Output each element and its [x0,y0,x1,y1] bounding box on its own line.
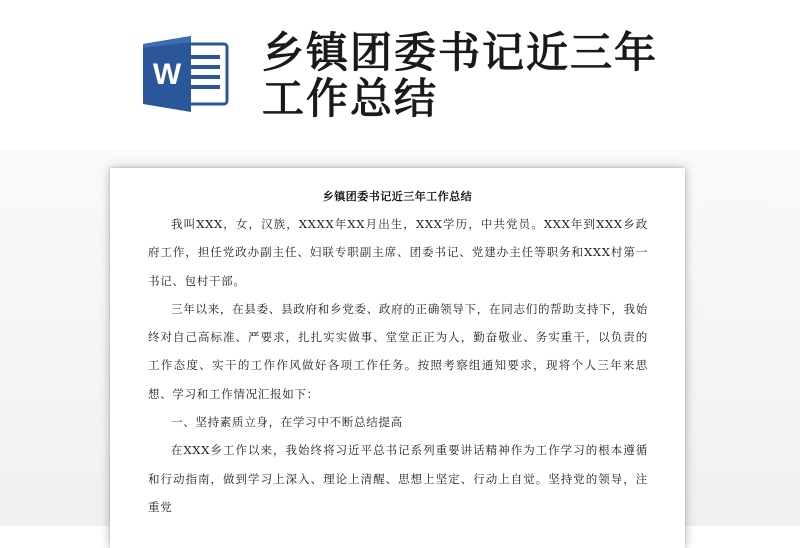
document-title: 乡镇团委书记近三年工作总结 [322,190,473,203]
word-icon-letter: W [152,58,182,91]
banner-title-line-1: 乡镇团委书记近三年 [262,28,659,77]
banner-title [262,30,692,122]
paragraph: 在XXX乡工作以来，我始终将习近平总书记系列重要讲话精神作为工作学习的根本遵循和行动指南，做到学习上深入、理论上清醒、思想上坚定、行动上自觉。坚持党的领导，注重党 [148,443,648,514]
document-page [110,168,685,548]
section-heading: 一、坚持素质立身，在学习中不断总结提高 [171,415,403,430]
banner [0,0,800,150]
document-body [148,210,648,521]
paragraph: 我叫XXX，女，汉族，XXXX年XX月出生，XXX学历，中共党员。XXX年到XXX乡政府工作，担任党政办副主任、妇联专职副主席、团委书记、党建办主任等职务和XXX村第一书记、包村干部。 [148,217,648,288]
banner-title-line-2: 工作总结 [262,74,439,123]
paragraph: 三年以来，在县委、县政府和乡党委、政府的正确领导下，在同志们的帮助支持下，我始终对自己高标准、严要求，扎扎实实做事、堂堂正正为人，勤奋敬业、务实重干，以负责的工作态度、实干的工作作风做好各项工作任务。按照考察组通知要求，现将个人三年来思想、学习和工作情况汇报如下： [148,301,648,401]
word-icon [143,36,229,112]
